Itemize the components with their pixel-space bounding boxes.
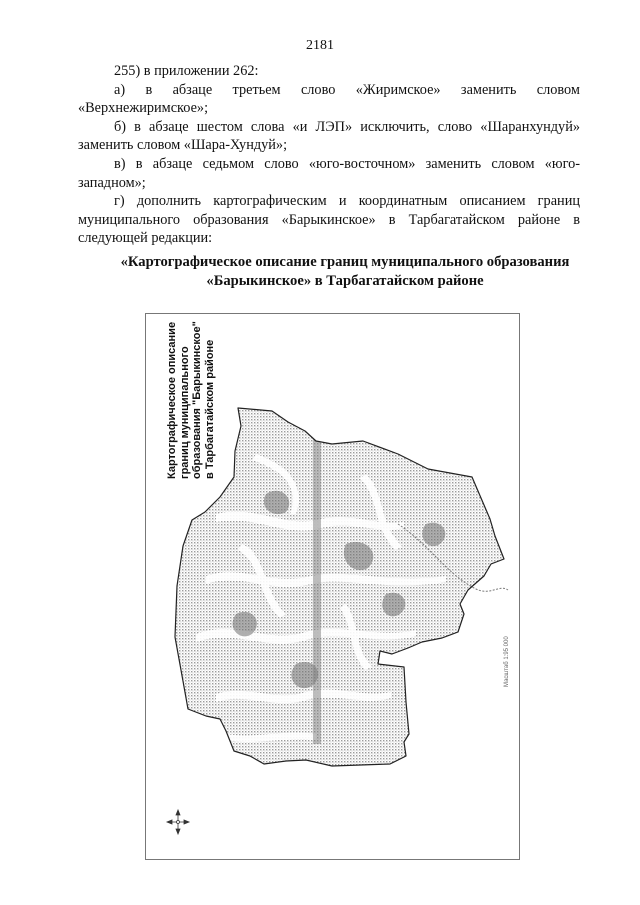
word: третьем (232, 81, 281, 98)
map-title-line: Картографическое описание (166, 321, 178, 479)
word: заменить (460, 81, 517, 98)
amendment-text (78, 62, 580, 248)
map-title-line: в Тарбагатайском районе (203, 339, 216, 479)
word: а) (114, 81, 126, 98)
paragraph-v: в) в абзаце седьмом слово «юго-восточном» заменить словом «юго-западном»; (78, 155, 580, 191)
paragraph-b: б) в абзаце шестом слова «и ЛЭП» исключить, слово «Шаранхундуй» заменить словом «Шара-Хундуй»; (78, 118, 580, 154)
compass-rose-icon (167, 810, 189, 834)
page-number: 2181 (306, 38, 334, 53)
word: слово (300, 81, 336, 98)
paragraph-a-continuation: «Верхнежиримское»; (78, 100, 209, 117)
word: в (145, 81, 153, 98)
heading-line: «Картографическое описание границ муниципального образования (120, 254, 570, 270)
map-title-line: образования "Барыкинское" (191, 321, 203, 479)
map-scale-label: Масштаб 1:95 000 (504, 636, 510, 687)
boundary-map (145, 313, 520, 860)
paragraph-g: г) дополнить картографическим и координатным описанием границ муниципального образования «Барыкинское» в Тарбагатайском районе в следующей редакции: (78, 193, 580, 247)
map-title (166, 279, 246, 479)
word: словом (536, 81, 580, 98)
word: «Жиримское» (355, 81, 441, 98)
paragraph-a-line (78, 81, 580, 100)
heading-line: «Барыкинское» в Тарбагатайском районе (206, 273, 484, 289)
map-title-line: границ муниципального (178, 346, 191, 479)
paragraph-intro: 255) в приложении 262: (114, 63, 259, 79)
word: абзаце (172, 81, 213, 98)
